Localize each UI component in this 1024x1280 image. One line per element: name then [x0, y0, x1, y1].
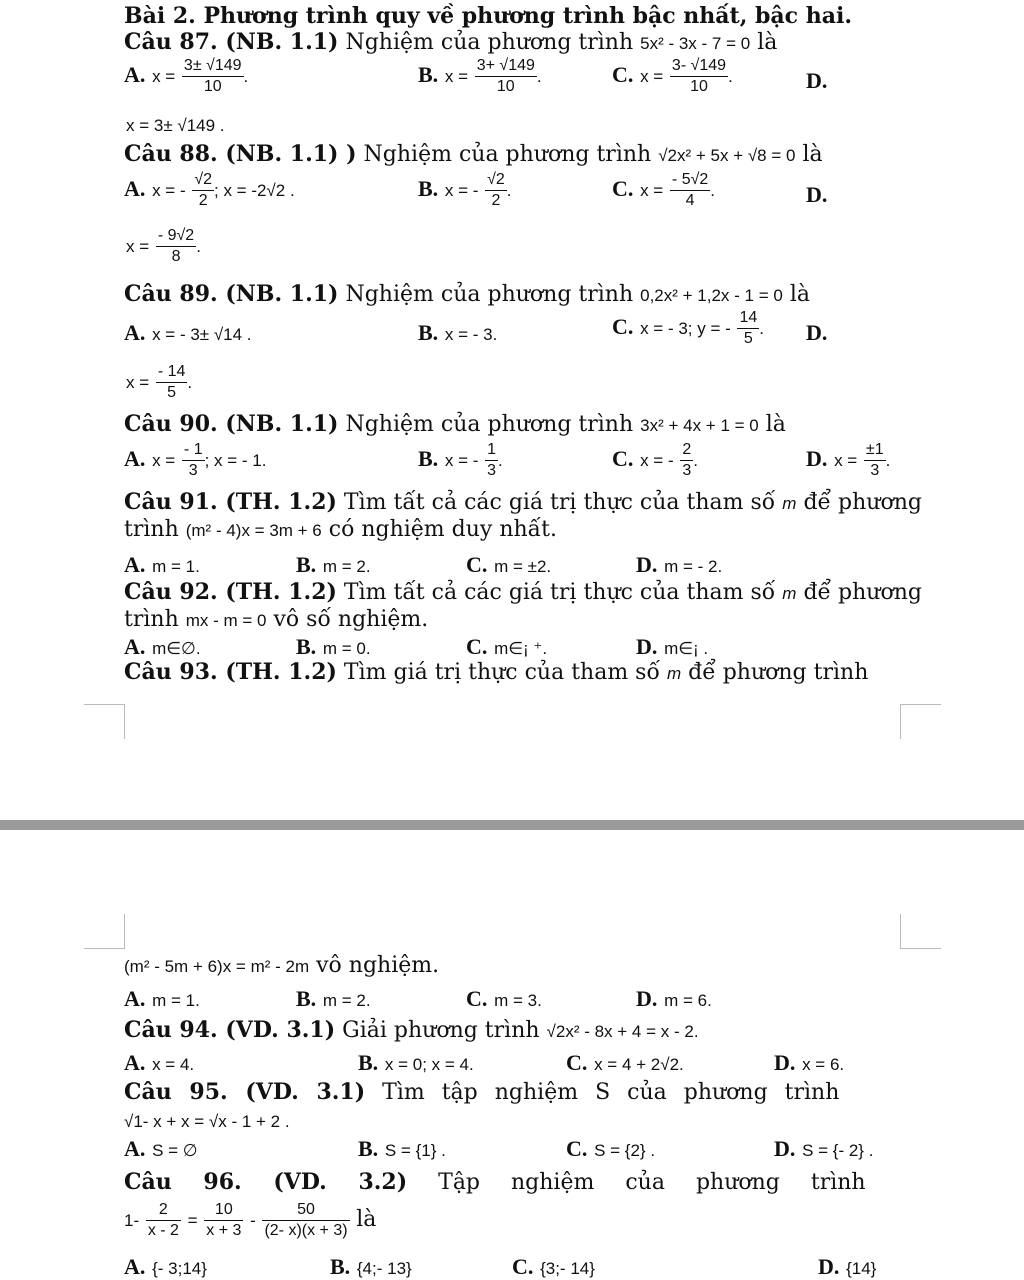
q90-label: Câu 90. (NB. 1.1) — [124, 411, 339, 437]
q90-equation: 3x² + 4x + 1 = 0 — [640, 416, 759, 435]
question-92 — [124, 578, 922, 608]
q91-line2b: có nghiệm duy nhất. — [328, 517, 557, 542]
fraction — [156, 362, 188, 403]
equation-tail: là — [356, 1207, 377, 1232]
option-value: m = 1. — [152, 557, 200, 576]
fraction — [182, 56, 244, 97]
option-letter: B. — [296, 986, 317, 1011]
option-value: {3;- 14} — [540, 1259, 595, 1278]
q88-tail: là — [802, 142, 823, 167]
option-letter: C. — [466, 634, 488, 659]
option-post: . — [728, 67, 733, 86]
page-bottom — [0, 830, 1024, 1280]
q91-option-c[interactable] — [466, 552, 551, 578]
option-letter: A. — [124, 320, 146, 345]
option-value: S = ∅ — [152, 1141, 198, 1160]
fraction — [262, 1200, 349, 1241]
option-letter: A. — [124, 1136, 146, 1161]
option-value: x = 4. — [152, 1055, 195, 1074]
q90-option-a[interactable] — [124, 440, 266, 481]
q95-option-a[interactable] — [124, 1136, 198, 1162]
option-post: . — [885, 451, 891, 470]
option-letter: D. — [636, 986, 658, 1011]
option-value: {4;- 13} — [356, 1259, 412, 1278]
q96-option-d[interactable] — [818, 1254, 876, 1280]
q90-tail: là — [765, 412, 786, 437]
option-post: . — [243, 67, 249, 86]
q92-text2: để phương — [803, 580, 922, 605]
q96-equation — [124, 1200, 376, 1241]
option-letter: D. — [806, 320, 828, 345]
q96-label: Câu 96. (VD. 3.2) — [124, 1169, 408, 1195]
fraction — [680, 440, 693, 481]
q88-option-b[interactable] — [418, 170, 512, 211]
denominator: 3 — [188, 462, 198, 479]
option-post: . — [536, 67, 542, 86]
q88-option-a[interactable] — [124, 170, 295, 211]
q93-option-b[interactable] — [296, 986, 371, 1012]
option-pre: x = — [152, 67, 176, 86]
page-corner-mark — [900, 704, 941, 739]
numerator: - 14 — [156, 362, 188, 383]
option-letter: A. — [124, 446, 146, 471]
option-letter: C. — [466, 552, 488, 577]
option-value: x = 6. — [802, 1055, 845, 1074]
option-letter: B. — [418, 176, 439, 201]
q93-label: Câu 93. (TH. 1.2) — [124, 659, 337, 685]
denominator: 3 — [870, 462, 880, 479]
option-letter: B. — [358, 1136, 379, 1161]
denominator: 10 — [690, 78, 708, 95]
q87-option-d-letter[interactable] — [806, 68, 827, 94]
q96-option-c[interactable] — [512, 1254, 595, 1280]
option-letter: D. — [818, 1254, 840, 1279]
question-92-line2 — [124, 606, 428, 635]
option-pre: x = - — [444, 451, 479, 470]
q87-option-a[interactable] — [124, 56, 248, 97]
option-post: . — [498, 451, 503, 470]
q87-option-c[interactable] — [612, 56, 733, 97]
option-pre: x = — [152, 451, 176, 470]
option-value: S = {1} . — [384, 1141, 446, 1160]
option-letter: C. — [612, 446, 634, 471]
fraction — [864, 440, 886, 481]
fraction — [182, 440, 205, 481]
q92-line2b: vô số nghiệm. — [273, 607, 429, 632]
option-pre: x = — [126, 237, 150, 256]
question-93-line2 — [124, 952, 439, 981]
denominator: x - 2 — [147, 1222, 179, 1239]
option-value: m = 3. — [494, 991, 542, 1010]
q93-text1: Tìm giá trị thực của tham số — [343, 660, 660, 685]
q95-option-d[interactable] — [774, 1136, 873, 1162]
option-post: ; x = - 1. — [204, 451, 267, 470]
option-letter: A. — [124, 62, 146, 87]
q95-option-b[interactable] — [358, 1136, 446, 1162]
option-value: m∈¡ ⁺. — [494, 639, 548, 658]
option-pre: x = — [444, 67, 469, 86]
fraction — [204, 1200, 243, 1241]
option-pre: x = — [640, 181, 664, 200]
fraction — [146, 1200, 181, 1241]
numerator: 1 — [485, 440, 498, 461]
option-pre: x = - — [640, 451, 674, 470]
q89-label: Câu 89. (NB. 1.1) — [124, 281, 339, 307]
q91-equation: (m² - 4)x = 3m + 6 — [185, 521, 322, 540]
option-letter: C. — [612, 62, 634, 87]
q88-option-c[interactable] — [612, 170, 715, 211]
option-letter: B. — [296, 552, 317, 577]
fraction — [485, 440, 498, 481]
q91-label: Câu 91. (TH. 1.2) — [124, 489, 337, 515]
q90-option-b[interactable] — [418, 440, 503, 481]
option-value: x = - 3. — [444, 325, 498, 344]
question-91-line2 — [124, 516, 557, 545]
q96-option-a[interactable] — [124, 1254, 207, 1280]
q90-option-c[interactable] — [612, 440, 698, 481]
denominator: (2- x)(x + 3) — [264, 1222, 348, 1239]
option-letter: C. — [612, 314, 634, 339]
q88-option-d-letter[interactable] — [806, 182, 827, 208]
question-90 — [124, 410, 786, 440]
option-letter: A. — [124, 552, 146, 577]
option-value: x = - 3± √14 . — [152, 325, 252, 344]
option-value: m = - 2. — [664, 557, 723, 576]
option-post: ; x = -2√2 . — [214, 181, 295, 200]
q91-param: m — [782, 494, 797, 513]
denominator: 2 — [198, 192, 208, 209]
option-pre: x = — [126, 373, 150, 392]
question-89 — [124, 280, 810, 310]
q92-equation: mx - m = 0 — [185, 611, 267, 630]
option-letter: D. — [636, 634, 658, 659]
q90-option-d[interactable] — [806, 440, 890, 481]
q87-option-d-value[interactable] — [126, 112, 225, 136]
equation-text: √1- x + x = √x - 1 + 2 . — [124, 1112, 290, 1131]
q89-option-b[interactable] — [418, 320, 497, 346]
q94-option-a[interactable] — [124, 1050, 194, 1076]
q91-text1: Tìm tất cả các giá trị thực của tham số — [343, 490, 776, 515]
option-value: m = 1. — [152, 991, 200, 1010]
question-87 — [124, 28, 777, 58]
option-pre: x = - — [152, 181, 186, 200]
option-post: . — [187, 373, 193, 392]
option-letter: D. — [774, 1136, 796, 1161]
option-letter: D. — [774, 1050, 796, 1075]
section-title: Bài 2. Phương trình quy về phương trình bậc nhất, bậc hai. — [124, 3, 852, 29]
denominator: 3 — [487, 462, 497, 479]
option-value: {- 3;14} — [152, 1259, 207, 1278]
option-value: x = 0; x = 4. — [384, 1055, 474, 1074]
fraction — [475, 56, 537, 97]
q93-param: m — [666, 664, 682, 683]
q92-label: Câu 92. (TH. 1.2) — [124, 579, 337, 605]
q93-option-c[interactable] — [466, 986, 542, 1012]
option-letter: B. — [296, 634, 317, 659]
q88-text: Nghiệm của phương trình — [363, 142, 652, 167]
q87-equation: 5x² - 3x - 7 = 0 — [640, 34, 751, 53]
q94-option-d[interactable] — [774, 1050, 844, 1076]
option-letter: A. — [124, 1254, 146, 1279]
option-pre: x = - — [444, 181, 479, 200]
option-post: . — [506, 181, 512, 200]
numerator: √2 — [485, 170, 507, 191]
option-letter: C. — [566, 1136, 588, 1161]
option-value: {14} — [846, 1259, 877, 1278]
denominator: 5 — [167, 384, 177, 401]
option-letter: D. — [806, 446, 828, 471]
numerator: 2 — [146, 1200, 181, 1221]
q88-option-d-value[interactable] — [126, 226, 201, 267]
q94-text: Giải phương trình — [342, 1018, 540, 1043]
option-pre: x = — [640, 67, 664, 86]
denominator: x + 3 — [206, 1222, 242, 1239]
q91-option-b[interactable] — [296, 552, 371, 578]
option-value: S = {2} . — [594, 1141, 656, 1160]
q87-option-b[interactable] — [418, 56, 542, 97]
page-corner-mark — [84, 704, 125, 739]
q94-label: Câu 94. (VD. 3.1) — [124, 1017, 336, 1043]
q90-text: Nghiệm của phương trình — [345, 412, 634, 437]
option-letter: B. — [418, 320, 439, 345]
q89-option-c[interactable] — [612, 308, 764, 349]
q89-equation: 0,2x² + 1,2x - 1 = 0 — [640, 286, 783, 305]
q91-option-a[interactable] — [124, 552, 200, 578]
option-pre: x = — [834, 451, 858, 470]
q91-option-d[interactable] — [636, 552, 722, 578]
equation-part: - — [250, 1211, 256, 1230]
page-separator — [0, 820, 1024, 830]
fraction — [737, 308, 759, 349]
option-value: x = 3± √149 . — [126, 116, 225, 135]
q92-option-a[interactable] — [124, 634, 201, 660]
numerator: - 9√2 — [156, 226, 196, 247]
option-letter: C. — [566, 1050, 588, 1075]
q92-option-b[interactable] — [296, 634, 371, 660]
numerator: 3- √149 — [670, 56, 728, 77]
numerator: 2 — [680, 440, 693, 461]
numerator: - 1 — [182, 440, 205, 461]
option-letter: B. — [418, 446, 439, 471]
q91-text2: để phương — [803, 490, 922, 515]
q87-tail: là — [757, 30, 778, 55]
q92-param: m — [782, 584, 797, 603]
q89-tail: là — [789, 282, 810, 307]
q95-option-c[interactable] — [566, 1136, 655, 1162]
denominator: 2 — [491, 192, 501, 209]
q96-option-b[interactable] — [330, 1254, 412, 1280]
q95-label: Câu 95. (VD. 3.1) — [124, 1079, 366, 1105]
q93-tail: vô nghiệm. — [316, 953, 440, 978]
numerator: √2 — [192, 170, 214, 191]
option-value: m = 6. — [664, 991, 712, 1010]
denominator: 10 — [496, 78, 515, 95]
q92-text1: Tìm tất cả các giá trị thực của tham số — [343, 580, 776, 605]
option-value: m = 0. — [322, 639, 371, 658]
option-pre: x = - 3; y = - — [640, 319, 731, 338]
option-letter: C. — [466, 986, 488, 1011]
q91-line2a: trình — [124, 517, 179, 542]
denominator: 4 — [685, 192, 695, 209]
option-letter: D. — [806, 68, 828, 93]
option-post: . — [196, 237, 201, 256]
page-corner-mark — [84, 914, 125, 949]
option-letter: A. — [124, 634, 146, 659]
q87-text: Nghiệm của phương trình — [345, 30, 634, 55]
option-letter: A. — [124, 986, 146, 1011]
option-value: m∈¡ . — [664, 639, 709, 658]
question-93 — [124, 658, 868, 688]
q93-option-a[interactable] — [124, 986, 200, 1012]
option-value: m = 2. — [322, 991, 371, 1010]
numerator: 3± √149 — [182, 56, 244, 77]
option-value: m = ±2. — [494, 557, 552, 576]
option-post: . — [693, 451, 698, 470]
equation-part: 1- — [124, 1211, 140, 1230]
q93-equation: (m² - 5m + 6)x = m² - 2m — [124, 957, 310, 976]
option-post: . — [759, 319, 764, 338]
q95-equation — [124, 1108, 290, 1132]
option-letter: A. — [124, 176, 146, 201]
option-letter: B. — [330, 1254, 351, 1279]
fraction — [485, 170, 507, 211]
denominator: 8 — [171, 248, 181, 265]
q94-option-c[interactable] — [566, 1050, 684, 1076]
question-91 — [124, 488, 922, 518]
option-letter: C. — [612, 176, 634, 201]
q87-label: Câu 87. (NB. 1.1) — [124, 29, 339, 55]
option-letter: A. — [124, 1050, 146, 1075]
q88-equation: √2x² + 5x + √8 = 0 — [658, 146, 796, 165]
option-value: m∈∅. — [152, 639, 201, 658]
q89-option-d-letter[interactable] — [806, 320, 827, 346]
q94-option-b[interactable] — [358, 1050, 474, 1076]
q92-option-c[interactable] — [466, 634, 547, 660]
equation-part: = — [187, 1211, 198, 1230]
question-95 — [124, 1078, 839, 1107]
q93-option-d[interactable] — [636, 986, 712, 1012]
q89-text: Nghiệm của phương trình — [345, 282, 634, 307]
option-value: m = 2. — [322, 557, 371, 576]
option-post: . — [710, 181, 716, 200]
numerator: - 5√2 — [670, 170, 710, 191]
option-letter: D. — [636, 552, 658, 577]
question-94 — [124, 1016, 699, 1046]
q96-text: Tập nghiệm của phương trình — [438, 1170, 866, 1195]
q88-label: Câu 88. (NB. 1.1) ) — [124, 141, 357, 167]
option-value: x = 4 + 2√2. — [594, 1055, 684, 1074]
question-96 — [124, 1168, 866, 1197]
option-letter: C. — [512, 1254, 534, 1279]
option-letter: D. — [806, 182, 828, 207]
numerator: 10 — [204, 1200, 243, 1221]
numerator: 3+ √149 — [475, 56, 537, 77]
numerator: 14 — [737, 308, 759, 329]
fraction — [670, 170, 710, 211]
fraction — [156, 226, 196, 267]
denominator: 3 — [682, 462, 692, 479]
q95-text: Tìm tập nghiệm S của phương trình — [382, 1080, 840, 1105]
fraction — [670, 56, 728, 97]
question-88 — [124, 140, 823, 170]
fraction — [192, 170, 214, 211]
denominator: 10 — [203, 78, 222, 95]
page-corner-mark — [900, 914, 941, 949]
numerator: 50 — [262, 1200, 349, 1221]
option-letter: B. — [418, 62, 439, 87]
q94-equation: √2x² - 8x + 4 = x - 2. — [546, 1022, 699, 1041]
denominator: 5 — [743, 330, 753, 347]
q93-text2: để phương trình — [688, 660, 869, 685]
q89-option-d-value[interactable] — [126, 362, 192, 403]
q92-line2a: trình — [124, 607, 179, 632]
q89-option-a[interactable] — [124, 320, 252, 346]
option-value: S = {- 2} . — [802, 1141, 874, 1160]
option-letter: B. — [358, 1050, 379, 1075]
q92-option-d[interactable] — [636, 634, 708, 660]
numerator: ±1 — [864, 440, 886, 461]
